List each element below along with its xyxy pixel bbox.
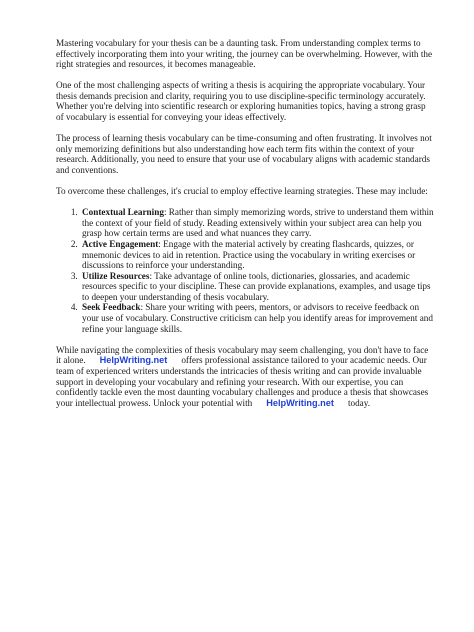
list-item-contextual-learning xyxy=(80,207,434,239)
strategy-text: : Rather than simply memorizing words, strive to understand them within the context of your field of study. Reading extensively within your subject area can help you grasp how certain terms are used and what nuances they carry. xyxy=(82,207,434,239)
overcome-paragraph: To overcome these challenges, it's crucial to employ effective learning strategies. These may include: xyxy=(56,186,428,197)
strategy-term: Contextual Learning xyxy=(82,207,164,218)
closing-text-2: offers professional assistance tailored to your academic needs. Our team of experienced writers understands the intricacies of thesis writing and can provide invaluable support in developing your vocabulary and refining your research. With our expertise, you can confidently tackle even the most daunting vocabulary challenges and produce a thesis that showcases your intellectual prowess. Unlock your potential with xyxy=(56,355,429,408)
closing-text-1: While navigating the complexities of thesis vocabulary may seem challenging, you don't have to face it alone. xyxy=(56,344,429,366)
strategy-term: Utilize Resources xyxy=(82,270,150,281)
list-item-active-engagement xyxy=(80,239,434,271)
strategy-text: : Take advantage of online tools, dictionaries, glossaries, and academic resources specific to your discipline. These can provide explanations, examples, and usage tips to deepen your understanding of thesis vocabulary. xyxy=(82,270,431,302)
document-page xyxy=(56,38,434,419)
list-item-utilize-resources xyxy=(80,271,434,303)
closing-paragraph xyxy=(56,345,434,409)
process-paragraph: The process of learning thesis vocabulary can be time-consuming and often frustrating. It involves not only memorizing definitions but also understanding how each term fits within the context of your research. Additionally, you need to ensure that your use of vocabulary aligns with academic standards and conventions. xyxy=(56,133,432,175)
intro-paragraph: Mastering vocabulary for your thesis can be a daunting task. From understanding complex terms to effectively incorporating them into your writing, the journey can be overwhelming. However, with the right strategies and resources, it becomes manageable. xyxy=(56,38,433,70)
list-item-seek-feedback xyxy=(80,302,434,334)
closing-text-3: today. xyxy=(347,397,371,408)
strategies-list xyxy=(56,207,434,334)
helpwriting-link-2[interactable]: HelpWriting.net xyxy=(266,397,334,408)
challenge-paragraph: One of the most challenging aspects of writing a thesis is acquiring the appropriate vocabulary. Your thesis demands precision and clarity, requiring you to use discipline-specific terminology accurately. Whether you're delving into scientific research or exploring humanities topics, having a strong grasp of vocabulary is essential for conveying your ideas effectively. xyxy=(56,80,426,123)
strategy-text: : Engage with the material actively by creating flashcards, quizzes, or mnemonic devices to aid in retention. Practice using the vocabulary in writing exercises or discussions to reinforce your understanding. xyxy=(82,238,416,271)
strategy-term: Seek Feedback xyxy=(82,302,141,313)
helpwriting-link-1[interactable]: HelpWriting.net xyxy=(99,355,168,366)
strategy-term: Active Engagement xyxy=(82,238,159,249)
strategy-text: : Share your writing with peers, mentors, or advisors to receive feedback on your use of vocabulary. Constructive criticism can help you identify areas for improvement and refine your language skills. xyxy=(82,302,433,334)
